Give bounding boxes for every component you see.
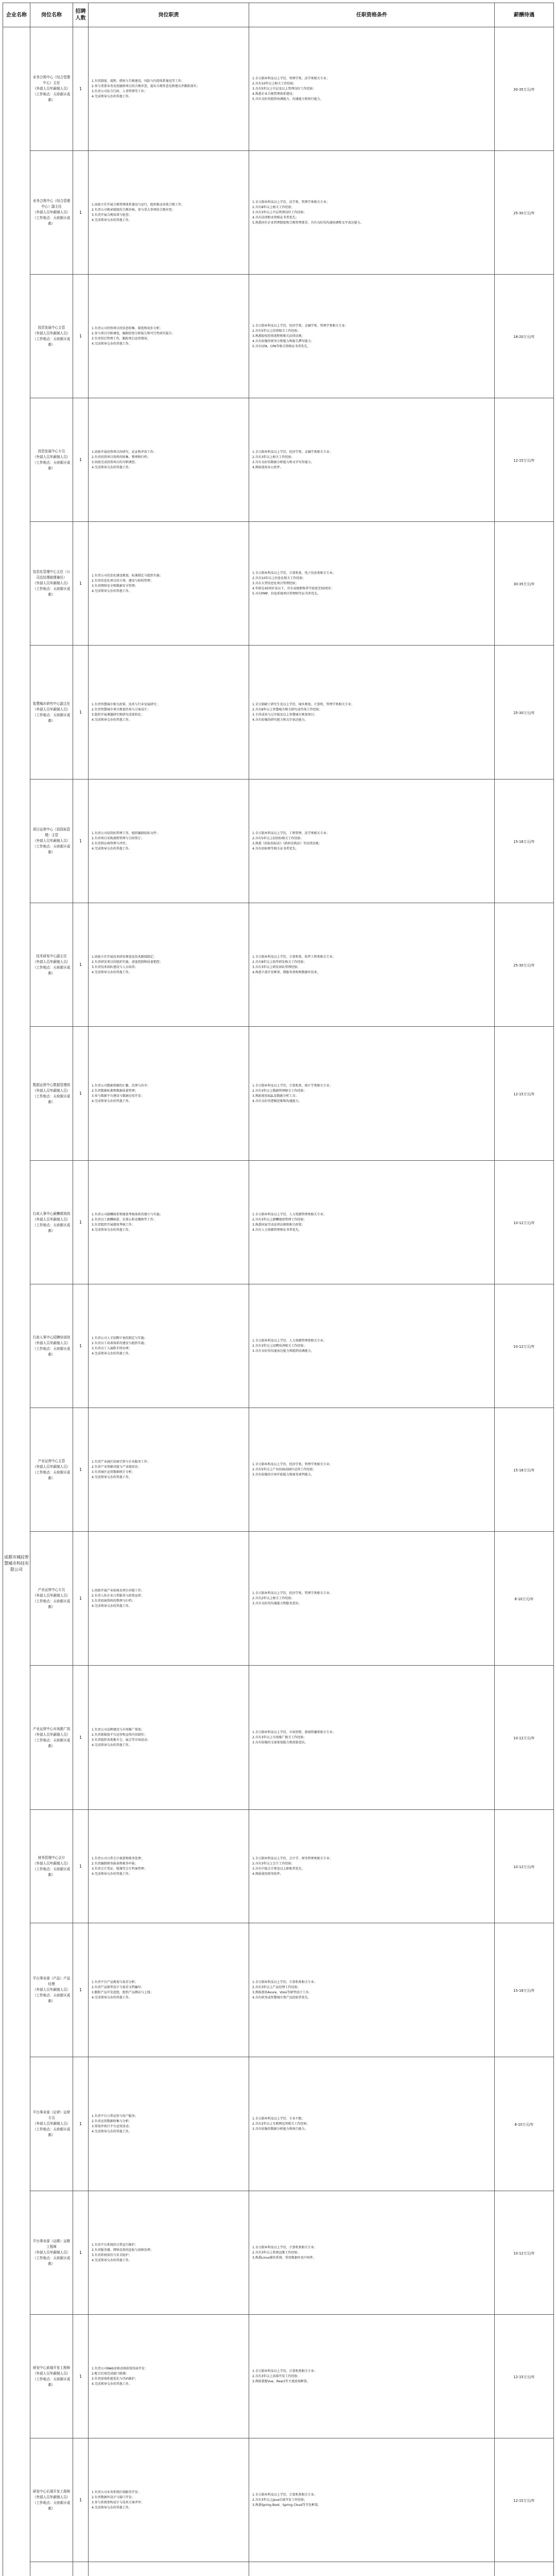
duty-line: 2.负责数据库设计与接口开发； <box>92 2495 135 2499</box>
headcount-cell: 1 <box>73 151 89 275</box>
requirements-cell <box>249 2057 495 2191</box>
position-cell: 投资发展中心专员 （外部人员年薪制人员） （工作地点：天府新区成都） <box>30 398 73 522</box>
salary-cell: 25-30万元/年 <box>495 646 554 779</box>
duty-line: 4.完成领导交办的其他工作。 <box>92 2505 132 2510</box>
duty-line: 4.完成领导交办的其他工作。 <box>92 1604 132 1608</box>
duty-line: 4.完成领导交办的其他工作。 <box>92 1475 132 1479</box>
table-row <box>3 1666 554 1810</box>
duties-cell <box>89 151 249 275</box>
duty-line: 2.参与项目尽职调查，编制投资分析报告和可行性研究报告； <box>92 331 175 335</box>
duty-line: 1.负责公司投资项目的信息收集、筛选和初步分析； <box>92 326 163 330</box>
headcount-cell: 1 <box>73 903 89 1027</box>
position-cell: 产业运营中心市场推广岗 （外部人员年薪制人员） （工作地点：天府新区成都） <box>30 1666 73 1810</box>
headcount-cell: 1 <box>73 522 89 646</box>
requirements-cell <box>249 151 495 275</box>
requirement-line: 3.具有3年以上中层管理岗位工作经验； <box>252 210 307 214</box>
requirements-cell <box>249 2191 495 2315</box>
duty-line: 1.负责平台日常运营与用户服务； <box>92 2114 138 2118</box>
duty-line: 3.组织开展课题研究和研究成果转化； <box>92 713 144 717</box>
duty-line: 2.配合后端完成接口联调； <box>92 2371 129 2376</box>
requirement-line: 2.具有5年以上产业招商或园区运营工作经验； <box>252 1467 316 1471</box>
duty-line: 4.完成领导交办的其他工作。 <box>92 718 132 722</box>
salary-cell: 15-18万元/年 <box>495 779 554 903</box>
requirement-line: 3.具有大型信息化项目管理经验； <box>252 581 299 585</box>
headcount-cell: 1 <box>73 1666 89 1810</box>
requirement-line: 3.熟悉《招标投标法》《政府采购法》等法律法规； <box>252 841 322 845</box>
duty-line: 2.负责员工薪酬核算、社保公积金缴纳等工作； <box>92 1217 157 1222</box>
requirement-line: 2.具有3年以上相关工作经验； <box>252 455 294 459</box>
duty-line: 1.负责公司日常会计核算和账务处理； <box>92 1856 144 1860</box>
duty-line: 4.完成领导交办的其他工作。 <box>92 94 132 98</box>
salary-cell: 30-35万元/年 <box>495 522 554 646</box>
requirements-cell <box>249 2315 495 2438</box>
duty-line: 4.完成领导交办的其他工作。 <box>92 970 132 974</box>
requirement-line: 3.熟练掌握Vue、React等主流前端框架。 <box>252 2379 310 2383</box>
duty-line: 2.参与重要业务及投融资项目的合规审查，提出合规性意见和建议并跟踪落实； <box>92 84 200 88</box>
duties-cell <box>89 1666 249 1810</box>
duty-line: 2.负责产业资源对接与产业链培育； <box>92 1465 141 1469</box>
table-row <box>3 2315 554 2438</box>
duty-line: 1.负责公司业务系统后端服务开发； <box>92 2490 141 2494</box>
position-cell: 平台事业部（运维）运维工程师 （外部人员年薪制人员） （工作地点：天府新区成都） <box>30 2191 73 2315</box>
position-cell: 业务合规中心（综合管理中心）主任 （外部人员年薪制人员） （工作地点：天府新区成都） <box>30 27 73 151</box>
requirement-line: 1.全日制本科及以上学历，计算机类、统计学类相关专业； <box>252 1083 333 1088</box>
duty-line: 4.完成领导交办的其他工作。 <box>92 846 132 851</box>
duty-line: 4.完成领导交办的其他工作。 <box>92 1872 132 1876</box>
duty-line: 4.完成领导交办的其他工作。 <box>92 1228 132 1232</box>
requirements-cell <box>249 779 495 903</box>
duty-line: 3.负责园区运营数据统计分析； <box>92 1470 135 1474</box>
headcount-cell: 1 <box>73 779 89 903</box>
table-row <box>3 1408 554 1532</box>
requirement-line: 3.熟练使用SQL及数据分析工具； <box>252 1094 299 1098</box>
duty-line: 1.负责公司品牌建设与市场推广策划； <box>92 1727 144 1732</box>
duty-line: 4.完成领导交办的其他工作。 <box>92 2129 132 2133</box>
position-cell <box>30 2562 73 2576</box>
duty-line: 3.负责招商资料的整理与归档； <box>92 1599 135 1603</box>
requirement-line: 2.具有3年以上Java后端开发工作经验； <box>252 2498 307 2502</box>
salary-cell: 12-15万元/年 <box>495 2438 554 2562</box>
table-row <box>3 275 554 398</box>
requirement-line: 2.具有10年以上信息化相关工作经验； <box>252 576 306 580</box>
requirement-line: 3.熟练使用Axure、Visio等原型设计工具； <box>252 1990 312 1994</box>
duty-line: 1.负责平台产品规划与需求分析； <box>92 1980 138 1984</box>
requirement-line: 2.具有3年以上产品经理工作经验； <box>252 1985 301 1989</box>
salary-cell: 15-18万元/年 <box>495 1923 554 2057</box>
duty-line: 3.负责开展合规培训与检查； <box>92 213 132 217</box>
requirements-cell <box>249 1666 495 1810</box>
table-row <box>3 2191 554 2315</box>
salary-cell <box>495 2562 554 2576</box>
duty-line: 4.完成领导交办的其他工作。 <box>92 1995 132 1999</box>
salary-cell: 10-12万元/年 <box>495 1284 554 1408</box>
requirement-line: 2.具有3年以上数据管理相关工作经验； <box>252 1089 307 1093</box>
header-salary: 薪酬待遇 <box>495 3 554 27</box>
duties-cell <box>89 2438 249 2562</box>
requirement-line: 1.全日制本科及以上学历，计算机类、电子信息类相关专业； <box>252 571 336 575</box>
duty-line: 1.负责公司信息化建设规划、标准制定与组织实施； <box>92 573 163 578</box>
duty-line: 3.负责会计凭证、账簿等会计档案管理； <box>92 1867 147 1871</box>
duties-cell <box>89 2562 249 2576</box>
requirements-cell <box>249 275 495 398</box>
requirement-line: 3.具有较强的市场开拓能力和商务谈判能力。 <box>252 1472 314 1477</box>
table-row <box>3 1923 554 2057</box>
requirement-line: 2.具有5年以上投资相关工作经验； <box>252 329 301 333</box>
salary-cell: 8-10万元/年 <box>495 2057 554 2191</box>
duty-line: 1.负责公司薪酬体系和绩效考核体系的建立与实施； <box>92 1212 163 1216</box>
position-cell: 研发中心后端开发工程师 （外部人员年薪制人员） （工作地点：天府新区成都） <box>30 2438 73 2562</box>
duty-line: 1.负责公司人才招聘计划的制定与实施； <box>92 1336 147 1340</box>
duties-cell <box>89 903 249 1027</box>
requirements-cell <box>249 27 495 151</box>
duty-line: 2.负责员工培训体系的建设与组织实施； <box>92 1341 147 1345</box>
salary-cell: 10-12万元/年 <box>495 1161 554 1284</box>
requirement-line: 5.具有良好的组织协调能力、沟通能力和执行能力。 <box>252 97 323 101</box>
duty-line: 3.负责技术团队建设与人员培养； <box>92 965 138 969</box>
requirement-line: 2.具有10年以上相关工作经验； <box>252 81 297 86</box>
duties-cell <box>89 1027 249 1161</box>
requirement-line: 1.全日制本科及以上学历，人力资源管理类相关专业； <box>252 1338 326 1343</box>
requirements-cell <box>249 646 495 779</box>
salary-cell: 10-12万元/年 <box>495 2191 554 2315</box>
requirement-line: 2.具有8年以上智慧城市相关研究或咨询工作经验； <box>252 707 322 711</box>
table-row <box>3 646 554 779</box>
duty-line: 3.参与数据平台建设与数据应用开发； <box>92 1094 144 1098</box>
requirement-line: 2.具有2年以上互联网运营相关工作经验； <box>252 2122 310 2126</box>
duty-line: 2.负责数据标准和数据质量管理； <box>92 1089 138 1093</box>
duties-cell <box>89 522 249 646</box>
duty-line: 2.负责服务器、网络设备的巡检与故障处理； <box>92 2248 153 2252</box>
requirement-line: 1.全日制本科及以上学历，计算机类、软件工程类相关专业； <box>252 955 336 959</box>
salary-cell: 12-15万元/年 <box>495 2315 554 2438</box>
table-row <box>3 779 554 903</box>
requirement-line: 3.具有中级会计师及以上职称者优先； <box>252 1867 305 1871</box>
duty-line: 1.负责产业园区招商引资与企业服务工作； <box>92 1460 150 1464</box>
duty-line: 3.跟踪产品开发进度，组织产品测试与上线； <box>92 1990 153 1994</box>
duties-cell <box>89 1810 249 1923</box>
duty-line: 2.负责产品原型设计与需求文档编写； <box>92 1985 144 1989</box>
requirement-line: 1.全日制本科及以上学历，专业不限； <box>252 2116 305 2121</box>
requirement-line: 1.全日制本科及以上学历，计算机类相关专业； <box>252 2493 317 2497</box>
duty-line: 1.协助主任开展合规管理体系建设与运行，组织推动各类合规工作； <box>92 202 184 207</box>
table-row <box>3 522 554 646</box>
headcount-cell: 1 <box>73 1027 89 1161</box>
table-row <box>3 2057 554 2191</box>
duty-line: 3.负责员工入离职手续办理； <box>92 1346 132 1350</box>
requirements-cell <box>249 1408 495 1532</box>
duty-line: 1.负责公司招投标管理工作，组织编制招标文件； <box>92 831 160 835</box>
table-row <box>3 2438 554 2562</box>
requirements-cell <box>249 1161 495 1284</box>
duties-cell <box>89 1532 249 1666</box>
table-row <box>3 151 554 275</box>
salary-cell: 8-10万元/年 <box>495 1532 554 1666</box>
duty-line: 3.参与系统架构设计与技术方案评审； <box>92 2500 144 2504</box>
duty-line: 4.完成领导交办的其他工作。 <box>92 465 132 469</box>
requirement-line: 1.全日制本科及以上学历，市场营销、新闻传播类相关专业； <box>252 1730 336 1734</box>
table-row <box>3 1161 554 1284</box>
duty-line: 4.完成领导交办的其他工作。 <box>92 2382 132 2386</box>
duty-line: 4.完成领导交办的其他工作。 <box>92 2258 132 2262</box>
requirement-line: 2.具有8年以上相关工作经验； <box>252 205 294 209</box>
duty-line: 1.协助主任开展技术研发规划及技术路线制定； <box>92 955 157 959</box>
requirement-line: 1.全日制本科及以上学历，工程管理、法学类相关专业； <box>252 831 329 835</box>
position-cell: 业务合规中心（综合管理中心）副主任 （外部人员年薪制人员） （工作地点：天府新区成都） <box>30 151 73 275</box>
requirement-line: 5.熟悉国有企业管理制度和合规管理要求，具有良好的沟通协调和文字表达能力。 <box>252 221 363 225</box>
duty-line: 2.负责入驻企业日常服务与政策宣传； <box>92 1594 144 1598</box>
position-cell: 财务管理中心会计 （外部人员年薪制人员） （工作地点：天府新区成都） <box>30 1810 73 1923</box>
requirement-line: 1.全日制本科及以上学历，法学类、管理学类相关专业； <box>252 200 329 204</box>
duty-line: 1.负责制度、流程、授权与合规建设、风险与内控体系建设等工作； <box>92 79 184 83</box>
salary-cell: 15-18万元/年 <box>495 1408 554 1532</box>
requirement-line: 3.熟悉Spring Boot、Spring Cloud等开发框架。 <box>252 2503 321 2507</box>
requirement-line: 3.具有3年以上研发团队管理经验； <box>252 965 301 969</box>
duty-line: 4.完成领导交办的其他工作。 <box>92 589 132 593</box>
duty-line: 2.负责研发项目的组织实施、进度控制和质量把控； <box>92 960 163 964</box>
requirement-line: 2.具有3年以上会计工作经验； <box>252 1861 294 1866</box>
requirement-line: 4.具有法律职业资格证书者优先； <box>252 215 299 219</box>
recruitment-table <box>3 3 554 2576</box>
company-name-cell: 成都市城投智慧城市科技有限公司 <box>3 27 30 2576</box>
duty-line: 3.负责投后管理工作，跟踪项目运营情况； <box>92 336 150 341</box>
requirements-cell <box>249 2438 495 2562</box>
requirement-line: 4.具有较强的研究能力和文字表达能力。 <box>252 718 308 722</box>
requirements-cell <box>249 903 495 1027</box>
requirement-line: 4.具有政务或智慧城市类产品经验者优先。 <box>252 1995 311 1999</box>
duties-cell <box>89 646 249 779</box>
table-row <box>3 1027 554 1161</box>
requirement-line: 1.全日制本科及以上学历，经济学类、管理学类相关专业； <box>252 1591 333 1595</box>
headcount-cell: 1 <box>73 1284 89 1408</box>
requirement-line: 1.全日制本科及以上学历，经济学类、管理学类相关专业； <box>252 1462 333 1466</box>
requirement-line: 2.具有5年以上招投标相关工作经验； <box>252 836 304 840</box>
duties-cell <box>89 2191 249 2315</box>
requirement-line: 4.熟悉主流开发框架、微服务架构和数据库技术。 <box>252 970 320 974</box>
duty-line: 2.负责公司规章制度的合规审核，参与重大事项的合规审查； <box>92 208 175 212</box>
salary-cell: 18-20万元/年 <box>495 275 554 398</box>
position-cell: 产业运营中心专员 （外部人员年薪制人员） （工作地点：天府新区成都） <box>30 1532 73 1666</box>
duty-line: 2.负责投资项目资料的收集、整理和归档； <box>92 455 150 459</box>
duty-line: 3.负责组织各类推介会、展会等市场活动； <box>92 1738 150 1742</box>
duty-line: 1.负责公司Web及移动端前端页面开发； <box>92 2366 148 2370</box>
headcount-cell: 1 <box>73 1810 89 1923</box>
duties-cell <box>89 779 249 903</box>
requirement-line: 1.全日制本科及以上学历，管理学类、法学类相关专业； <box>252 76 329 80</box>
header-duties: 岗位职责 <box>89 3 249 27</box>
header-requirements: 任职资格条件 <box>249 3 495 27</box>
table-row <box>3 903 554 1027</box>
requirement-line: 4.具有较强的财务分析能力和报告撰写能力； <box>252 339 314 343</box>
requirements-cell <box>249 1027 495 1161</box>
recruitment-document <box>3 3 553 2576</box>
salary-cell: 25-30万元/年 <box>495 151 554 275</box>
duty-line: 1.负责平台系统的日常运行维护； <box>92 2243 138 2247</box>
duty-line: 3.协助完成投资项目的尽职调查； <box>92 460 138 464</box>
requirement-line: 3.熟悉Linux操作系统、常用数据库及中间件。 <box>252 2256 316 2260</box>
table-header-row <box>3 3 554 27</box>
duties-cell <box>89 1284 249 1408</box>
requirement-line: 2.具有3年以上招聘培训相关工作经验； <box>252 1344 307 1348</box>
duties-cell <box>89 2315 249 2438</box>
requirement-line: 1.全日制本科及以上学历，计算机类相关专业； <box>252 2245 317 2249</box>
headcount-cell: 1 <box>73 2057 89 2191</box>
headcount-cell: 1 <box>73 1161 89 1284</box>
headcount-cell: 1 <box>73 2438 89 2562</box>
duty-line: 2.负责项目采购流程管理与合同签订； <box>92 836 144 840</box>
requirement-line: 5.具有CFA、CPA等相关资格证书者优先。 <box>252 344 310 348</box>
requirement-line: 1.全日制本科及以上学历，计算机类相关专业； <box>252 1980 317 1984</box>
position-cell: 技术研发中心副主任 （外部人员年薪制人员） （工作地点：天府新区成都） <box>30 903 73 1027</box>
position-cell: 项目运营中心（招投标管理）主管 （外部人员年薪制人员） （工作地点：天府新区成都） <box>30 779 73 903</box>
requirements-cell <box>249 1923 495 2057</box>
duty-line: 4.完成领导交办的其他工作。 <box>92 218 132 222</box>
position-cell: 数据运营中心数据管理岗 （外部人员年薪制人员） （工作地点：天府新区成都） <box>30 1027 73 1161</box>
position-cell: 研发中心前端开发工程师 （外部人员年薪制人员） （工作地点：天府新区成都） <box>30 2315 73 2438</box>
headcount-cell: 1 <box>73 2315 89 2438</box>
duty-line: 4.完成领导交办的其他工作。 <box>92 1099 132 1103</box>
header-count: 招聘人数 <box>73 3 89 27</box>
duty-line: 3.负责网络安全和数据安全管理； <box>92 584 138 588</box>
header-company: 企业名称 <box>3 3 30 27</box>
duty-line: 3.负责系统备份与安全防护； <box>92 2253 132 2257</box>
table-row <box>3 1810 554 1923</box>
duty-line: 3.负责组织开展绩效考核工作； <box>92 1223 135 1227</box>
requirement-line: 2.具有3年以上前端开发工作经验； <box>252 2374 301 2378</box>
requirement-line: 3.熟悉国家劳动法律法规和相关政策； <box>252 1223 305 1227</box>
salary-cell: 12-15万元/年 <box>495 1027 554 1161</box>
headcount-cell: 1 <box>73 398 89 522</box>
requirement-line: 1.全日制本科及以上学历，人力资源管理类相关专业； <box>252 1212 326 1216</box>
duties-cell <box>89 275 249 398</box>
duty-line: 1.负责智慧城市相关政策、技术与行业发展研究； <box>92 702 160 706</box>
requirements-cell <box>249 398 495 522</box>
requirement-line: 3.主持或参与过市级及以上智慧城市规划项目； <box>252 713 317 717</box>
requirement-line: 2.具有2年以上相关工作经验； <box>252 1596 294 1600</box>
salary-cell: 25-30万元/年 <box>495 903 554 1027</box>
duty-line: 1.协助开展投资项目的研究、论证和评估工作； <box>92 450 157 454</box>
duty-line: 4.完成领导交办的其他工作。 <box>92 1743 132 1747</box>
position-cell: 信息化管理中心主任（公司总经理助理兼任） （外部人员年薪制人员） （工作地点：天府新区成都） <box>30 522 73 646</box>
requirements-cell <box>249 1532 495 1666</box>
headcount-cell: 1 <box>73 275 89 398</box>
requirement-line: 3.具有较强的文案策划能力和创新意识。 <box>252 1740 308 1744</box>
requirement-line: 2.具有3年以上市场推广相关工作经验； <box>252 1735 307 1739</box>
requirements-cell <box>249 522 495 646</box>
position-cell: 平台事业部（产品）产品经理 （外部人员年薪制人员） （工作地点：天府新区成都） <box>30 1923 73 2057</box>
duties-cell <box>89 1923 249 2057</box>
duty-line: 1.协助开展产业招商及项目对接工作； <box>92 1588 144 1592</box>
table-row <box>3 1284 554 1408</box>
headcount-cell: 1 <box>73 1408 89 1532</box>
position-cell: 产业运营中心主管 （外部人员年薪制人员） （工作地点：天府新区成都） <box>30 1408 73 1532</box>
duty-line: 3.策划并执行平台运营活动； <box>92 2124 132 2128</box>
headcount-cell: 1 <box>73 1532 89 1666</box>
duty-line: 2.负责新媒体平台运营和宣传内容制作； <box>92 1733 147 1737</box>
duties-cell <box>89 2057 249 2191</box>
header-position: 岗位名称 <box>30 3 73 27</box>
duty-line: 2.负责信息化项目的立项、建设与验收管理； <box>92 579 153 583</box>
duty-line: 2.负责运营数据收集与分析； <box>92 2119 132 2123</box>
requirement-line: 4.具有人力资源管理师证书者优先。 <box>252 1228 302 1232</box>
requirement-line: 2.具有3年以上系统运维工作经验； <box>252 2250 301 2255</box>
duty-line: 2.负责编制财务报表和税务申报； <box>92 1861 138 1866</box>
requirement-line: 1.全日制硕士研究生及以上学历，城乡规划、计算机、管理学类相关专业； <box>252 702 354 706</box>
position-cell: 行政人事中心薪酬绩效岗 （外部人员年薪制人员） （工作地点：天府新区成都） <box>30 1161 73 1284</box>
requirement-line: 4.熟练使用办公软件。 <box>252 465 283 469</box>
requirement-line: 3.具有5年以上中层及以上管理岗位工作经验； <box>252 87 316 91</box>
salary-cell: 12-15万元/年 <box>495 398 554 522</box>
duties-cell <box>89 1161 249 1284</box>
table-row <box>3 1532 554 1666</box>
requirement-line: 3.具有良好的数据分析能力和文字写作能力； <box>252 460 314 464</box>
duty-line: 3.负责前端性能优化与代码维护； <box>92 2377 138 2381</box>
salary-cell: 10-12万元/年 <box>495 1666 554 1810</box>
position-cell: 平台事业部（运营）运营专员 （外部人员年薪制人员） （工作地点：天府新区成都） <box>30 2057 73 2191</box>
requirement-line: 3.具有良好的沟通表达能力和组织协调能力。 <box>252 1349 314 1353</box>
headcount-cell: 1 <box>73 646 89 779</box>
requirement-line: 2.具有8年以上软件研发相关工作经验； <box>252 960 307 964</box>
duty-line: 4.完成领导交办的其他工作。 <box>92 342 132 346</box>
duties-cell <box>89 398 249 522</box>
requirements-cell <box>249 2562 495 2576</box>
duties-cell <box>89 27 249 151</box>
table-row <box>3 2562 554 2576</box>
requirement-line: 3.具有良好的沟通能力和服务意识。 <box>252 1601 302 1605</box>
duties-cell <box>89 1408 249 1532</box>
salary-cell: 10-12万元/年 <box>495 1810 554 1923</box>
requirement-line: 5.具有PMP、信息系统项目管理师等证书者优先。 <box>252 591 321 596</box>
position-cell: 投资发展中心主管 （外部人员年薪制人员） （工作地点：天府新区成都） <box>30 275 73 398</box>
headcount-cell: 1 <box>73 27 89 151</box>
duty-line: 3.负责供应商管理与评价； <box>92 841 129 845</box>
duty-line: 3.负责公司综合行政、人事管理等工作； <box>92 89 147 93</box>
requirement-line: 1.全日制本科及以上学历，会计学、财务管理类相关专业； <box>252 1856 333 1860</box>
salary-cell: 30-35万元/年 <box>495 27 554 151</box>
table-row <box>3 398 554 522</box>
position-cell: 行政人事中心招聘培训岗 （外部人员年薪制人员） （工作地点：天府新区成都） <box>30 1284 73 1408</box>
requirement-line: 4.熟练使用财务软件。 <box>252 1872 283 1876</box>
position-cell: 智慧城市研究中心副主任 （外部人员年薪制人员） （工作地点：天府新区成都） <box>30 646 73 779</box>
duty-line: 4.完成领导交办的其他工作。 <box>92 1351 132 1355</box>
headcount-cell: 1 <box>73 1923 89 2057</box>
duty-line: 1.负责公司数据资源的汇聚、治理与共享； <box>92 1083 150 1088</box>
headcount-cell <box>73 2562 89 2576</box>
duty-line: 2.负责智慧城市项目规划咨询与方案设计； <box>92 707 150 711</box>
requirement-line: 4.具有良好的逻辑思维和沟通能力。 <box>252 1099 302 1103</box>
requirement-line: 4.熟悉企业合规管理体系建设； <box>252 92 296 96</box>
table-row <box>3 27 554 151</box>
requirement-line: 1.全日制本科及以上学历，经济学类、金融学类、管理学类相关专业； <box>252 324 348 328</box>
requirement-line: 1.全日制本科及以上学历，计算机类相关专业； <box>252 2369 317 2373</box>
requirement-line: 4.年龄在45周岁及以下，具有高级职称者可放宽至50周岁； <box>252 586 334 590</box>
table-body <box>3 27 554 2576</box>
headcount-cell: 1 <box>73 2191 89 2315</box>
requirement-line: 3.具有较强的数据分析能力和执行能力。 <box>252 2127 308 2131</box>
requirement-line: 1.全日制本科及以上学历，经济学类、金融学类相关专业； <box>252 450 333 454</box>
requirements-cell <box>249 1284 495 1408</box>
requirements-cell <box>249 1810 495 1923</box>
requirement-line: 2.具有3年以上薪酬绩效管理工作经验； <box>252 1217 307 1222</box>
requirement-line: 3.熟悉股权投资流程和相关法律法规； <box>252 334 305 338</box>
requirement-line: 4.具有招标师等相关证书者优先。 <box>252 846 299 851</box>
